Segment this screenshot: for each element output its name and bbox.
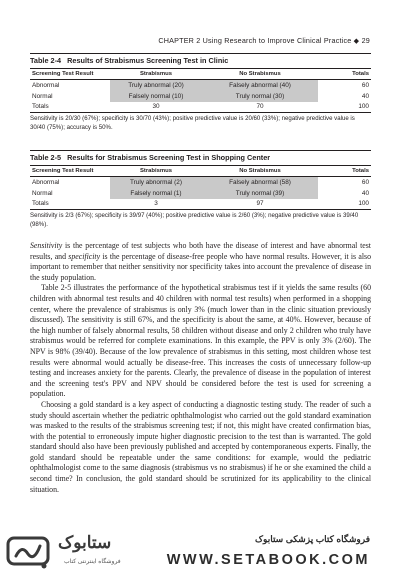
table-number: Table 2-5 — [30, 153, 62, 162]
column-header: Totals — [318, 166, 371, 177]
store-url: WWW.SETABOOK.COM — [166, 552, 370, 568]
table-header-row — [30, 69, 371, 80]
table-footnote: Sensitivity is 20/30 (67%); specificity is 30/70 (43%); positive predictive value is 20/60 (33%); negative predictive value is 30/40 (75%); accuracy is 50%. — [30, 115, 355, 131]
table-row — [30, 188, 371, 199]
setabook-logo — [6, 532, 156, 572]
book-logo-icon — [6, 532, 54, 572]
table — [30, 165, 371, 210]
table-2-4 — [30, 53, 371, 132]
table-title — [30, 150, 371, 165]
table-row-totals — [30, 102, 371, 113]
table-caption: Results for Strabismus Screening Test in Shopping Center — [67, 153, 271, 162]
table-cell: Truly abnormal (2) — [110, 177, 202, 188]
table-cell: Truly normal (30) — [202, 91, 318, 102]
table — [30, 68, 371, 113]
table-row-totals — [30, 199, 371, 210]
table-cell: 60 — [361, 81, 369, 89]
table-cell: Truly normal (39) — [202, 188, 318, 199]
text-run: is the percentage of disease-free people who have normal results. However, it is also important to remember that neither sensitivity nor specificity takes into account the prevalence of disease in the study population. — [30, 251, 372, 282]
table-cell: Abnormal — [32, 81, 60, 89]
table-cell: 3 — [110, 199, 202, 210]
table-cell: Falsely abnormal (40) — [202, 80, 318, 91]
body-text — [30, 241, 371, 495]
column-header: Screening Test Result — [30, 69, 110, 80]
column-header: Strabismus — [110, 166, 202, 177]
column-header: Totals — [318, 69, 371, 80]
table-number: Table 2-4 — [30, 56, 62, 65]
table-header-row — [30, 166, 371, 177]
table-cell: 40 — [361, 92, 369, 100]
table-footnote: Sensitivity is 2/3 (67%); specificity is 39/97 (40%); positive predictive value is 2/60 (3%); negative predictive value is 39/40 (98%). — [30, 212, 359, 228]
logo-text: ستابوک — [58, 533, 112, 552]
table-cell: Truly abnormal (20) — [110, 80, 202, 91]
paragraph: Table 2-5 illustrates the performance of the hypothetical strabismus test if it yields the same results (60 children with abnormal test results and 40 children with normal test results) when performed in a shopping center, where the prevalence of strabismus is only 3% (much lower than in the clinic situation previously discussed). The sensitivity is still 67%, and the specificity is about the same, at 40%. However, because of the high number of falsely abnormal results, 58 children without disease and only 2 children who truly have strabismus would be referred for complete examinations. In this example, the PPV is only 3% (2/60). The NPV is 98% (39/40). Because of the low prevalence of strabismus in this setting, most children whose test results were abnormal would actually be disease-free. This increases the costs of unnecessary follow-up testing and increases anxiety for the parents. Clearly, the prevalence of disease in the population of interest and the screening test's PPV and NPV should be considered before the test is used for screening a population. — [30, 283, 371, 399]
term: Sensitivity — [30, 241, 63, 250]
text-run: is the percentage of test subjects who both have the disease of interest and have abnormal test results, and — [30, 241, 371, 261]
table-cell: Totals — [30, 199, 110, 210]
table-cell: 40 — [361, 189, 369, 197]
column-header: Strabismus — [110, 69, 202, 80]
table-row — [30, 80, 371, 91]
publisher-footer — [0, 528, 400, 578]
table-cell: Falsely abnormal (58) — [202, 177, 318, 188]
table-cell: Normal — [32, 92, 53, 100]
table-cell: 60 — [361, 178, 369, 186]
table-2-5 — [30, 150, 371, 229]
table-cell: Totals — [30, 102, 110, 113]
table-cell: 30 — [110, 102, 202, 113]
column-header: No Strabismus — [202, 166, 318, 177]
table-cell: 70 — [202, 102, 318, 113]
running-head: CHAPTER 2 Using Research to Improve Clinical Practice ◆ 29 — [158, 36, 370, 45]
table-cell: Abnormal — [32, 178, 60, 186]
table-cell: 100 — [318, 199, 371, 210]
table-cell: Falsely normal (1) — [110, 188, 202, 199]
paragraph: Choosing a gold standard is a key aspect of conducting a diagnostic testing study. The reader of such a study should ascertain whether the pediatric ophthalmologist who carried out the gold standard examination was masked to the results of the strabismus screening test; if not, this might have created confirmation bias, with the potential to erroneously impute higher diagnostic precision to the test than is warranted. The gold standard should also have been previously published and accepted by contemporaneous experts. Finally, the gold standard should be repeatable under the same conditions: for example, would the pediatric ophthalmologist come to the same diagnosis (strabismus vs no strabismus) if he or she examined the child a second time? In conclusion, the gold standard should be scrutinized for its applicability to the clinical situation. — [30, 399, 371, 494]
column-header: No Strabismus — [202, 69, 318, 80]
paragraph — [30, 241, 371, 283]
term: specificity — [68, 251, 101, 261]
table-caption: Results of Strabismus Screening Test in Clinic — [67, 56, 229, 65]
table-title — [30, 53, 371, 68]
logo-subtitle: فروشگاه اینترنتی کتاب — [64, 559, 121, 565]
table-cell: Normal — [32, 189, 53, 197]
table-row — [30, 91, 371, 102]
store-name: فروشگاه کتاب پزشکی ستابوک — [255, 534, 370, 544]
table-cell: 100 — [318, 102, 371, 113]
table-row — [30, 177, 371, 188]
table-cell: 97 — [202, 199, 318, 210]
column-header: Screening Test Result — [30, 166, 110, 177]
table-cell: Falsely normal (10) — [110, 91, 202, 102]
